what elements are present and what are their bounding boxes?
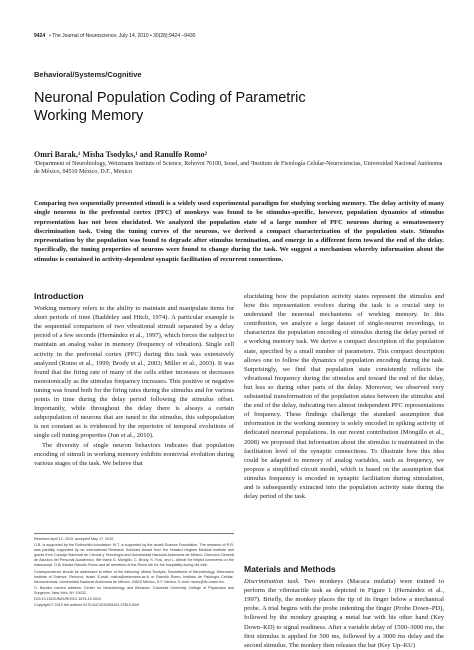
- footnote-doi: DOI:10.1523/JNEUROSCI.1875-10.2010: [34, 597, 102, 602]
- author-list: Omri Barak,¹ Misha Tsodyks,¹ and Ranulfo Romo²: [34, 150, 208, 159]
- footnote-divider: [34, 533, 234, 534]
- running-head: [34, 33, 195, 39]
- page-number: 9424: [34, 33, 46, 39]
- left-column: [34, 292, 234, 478]
- footnotes: [34, 537, 234, 609]
- paper-title: Neuronal Population Coding of Parametric Working Memory: [34, 90, 306, 124]
- footnote-correspondence: Correspondence should be addressed to either of the following: Misha Tsodyks, Department of Neurobiology, Weizmann Institute of Science, Rehovot, Israel. E-mail: misha@weizmann.ac.il; or Ranulfo Romo, Instituto de Fisiología Celular-Neurociencias, Universidad Nacional Autónoma de México, 04510 México, D.F. Mexico. E-mail: rromo@ifc.unam.mx.: [34, 569, 234, 584]
- methods-heading: Materials and Methods: [244, 564, 336, 574]
- introduction-continued: [244, 292, 444, 556]
- section-tag: Behavioral/Systems/Cognitive: [34, 70, 142, 79]
- right-column: [244, 292, 444, 650]
- introduction-paragraph-2: The diversity of single neuron behaviors indicates that population encoding of stimuli in working memory exhibits nontrivial evolution during various stages of the task. We believe that: [34, 441, 234, 467]
- introduction-heading: Introduction: [34, 291, 84, 301]
- footnote-copyright: Copyright © 2010 the authors 0270-6474/10/309424-07$15.00/0: [34, 603, 140, 608]
- affiliations: ¹Department of Neurobiology, Weizmann Institute of Science, Rehovot 76100, Israel, and ²Instituto de Fisiología Celular-Neurociencias, Universidad Nacional Autónoma de México, 04510 México, D.F., Mexico: [34, 161, 443, 175]
- introduction-continued-text: elucidating how the population activity states represent the stimulus and how this representation evolves during the task is a crucial step to understand the neuronal mechanisms of working memory. In this contribution, we analyze a large dataset of single-neuron recordings, to characterize the population encoding of stimulus during the delay period of a working memory task. We derive a compact description of the population state, specified by a small number of parameters. This compact description allows one to follow the dynamics of population encoding during the task. Surprisingly, we find that population state consistently reflects the vibrational frequency during the stimulus and toward the end of the delay, but less so during other parts of the delay. Moreover, we observed very substantial transformation of the population states between the stimulus and the end of the delay, indicating two almost independent PFC representations of frequency. These findings challenge the standard assumption that information in the working memory is solely encoded in spiking activity of dedicated neuronal populations. In our recent contribution (Mongillo et al., 2008) we proposed that information about the stimulus is maintained in the facilitation level of the synaptic connections. To illustrate how this idea could be adapted to memory of analog variables, such as frequency, we propose a simplified circuit model, which is based on the assumption that stimulus frequency is encoded in synaptic facilitation during stimulation, and is subsequently extracted into the population activity state during the delay period of the task.: [244, 293, 444, 501]
- footnote-address: O. Barak's current address: Center for Neurobiology and Behavior, Columbia University College of Physicians and Surgeons, New York, NY 10032.: [34, 585, 234, 595]
- methods-subheading: Discrimination task.: [244, 578, 300, 586]
- footnote-support: O.B. is supported by the Rothschild foundation. M.T. is supported by the Israeli Science Foundation. The research of R.R. was partially supported by an International Research Scholars Award from the Howard Hughes Medical Institute and grants from Consejo Nacional de Ciencia y Tecnología and Universidad Nacional Autónoma de México, Dirección General de Asuntos del Personal Académico. We thank G. Mongillo, C. Brody, S. Fusi, and L. Abbott for helpful comments on the manuscript. O.B. thanks Ranulfo Romo and all members of the Romo lab for the hospitality during his visit.: [34, 543, 234, 568]
- footnote-received: Received April 12, 2010; accepted May 17, 2010.: [34, 537, 115, 541]
- methods-paragraph: [244, 577, 444, 650]
- introduction-paragraph-1: Working memory refers to the ability to maintain and manipulate items for short periods of time (Baddeley and Hitch, 1974). A particular example is the sequential comparison of two vibrational stimuli separated by a delay period of a few seconds (Hernández et al., 1997), which forces the subject to maintain an analog value in memory (frequency of vibration). Single cell activity in the prefrontal cortex (PFC) during this task was extensively analyzed (Romo et al., 1999; Brody et al., 2003; Miller et al., 2003). It was found that the firing rate of many of the cells either increases or decreases monotonically as the stimulus frequency increases. This positive or negative tuning was found both for the firing rates during the stimulus and for various points in time during the delay period following the stimulus offset. Importantly, while throughout the delay there is always a certain subpopulation of neurons that are tuned to the stimulus, this subpopulation is not constant as is evidenced by the repertoire of temporal evolutions of single cell tuning properties (Jun et al., 2010).: [34, 305, 234, 440]
- methods-text: Two monkeys (Macaca mulatta) were trained to perform the vibrotactile task as depicted in Figure 1 (Hernández et al., 1997). Briefly, the monkey places the tip of its finger below a mechanical probe. A trial begins with the probe indenting the finger (Probe Down–PD), followed by the monkey grasping a metal bar with his other hand (Key Down–KD) to signal readiness. After a variable delay of 1500–3000 ms, the first stimulus is applied for 500 ms, followed by a 3000 ms delay and the second stimulus. The monkey then releases the bar (Key Up–KU): [244, 578, 444, 649]
- journal-citation: • The Journal of Neuroscience, July 14, 2010 • 30(28):9424 –9430: [49, 33, 196, 39]
- abstract: Comparing two sequentially presented stimuli is a widely used experimental paradigm for studying working memory. The delay activity of many single neurons in the prefrontal cortex (PFC) of monkeys was found to be stimulus-specific, however, population dynamics of stimulus representation has not been elucidated. We analyzed the population state of a large number of PFC neurons during a somatosensory discrimination task. Using the tuning curves of the neurons, we derived a compact characterization of the population state. Stimulus representation by the population was found to degrade after stimulus termination, and emerge in a different form toward the end of the delay. Specifically, the tuning properties of neurons were found to change during the task. We suggest a mechanism whereby information about the stimulus is contained in activity-dependent synaptic facilitation of recurrent connections.: [34, 200, 444, 263]
